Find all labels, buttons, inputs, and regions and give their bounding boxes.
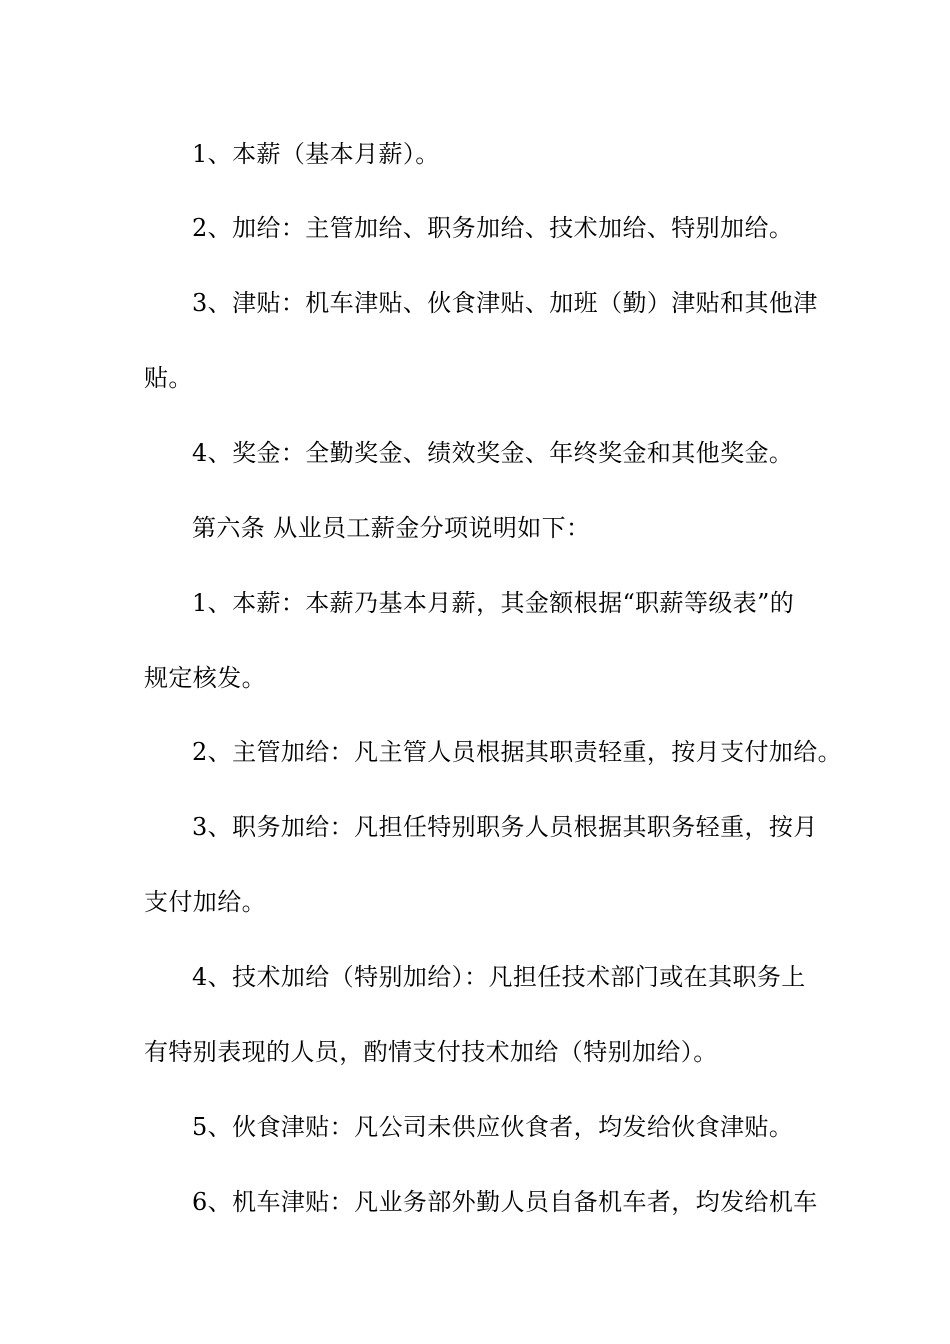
list-item: 3、职务加给：凡担任特别职务人员根据其职务轻重，按月 — [192, 813, 818, 841]
list-item: 1、本薪：本薪乃基本月薪，其金额根据“职薪等级表”的 — [192, 589, 795, 617]
section-heading: 第六条 从业员工薪金分项说明如下： — [192, 514, 591, 542]
list-item: 2、加给：主管加给、职务加给、技术加给、特别加给。 — [192, 214, 794, 242]
list-item: 3、津贴：机车津贴、伙食津贴、加班（勤）津贴和其他津 — [192, 289, 818, 317]
list-item: 1、本薪（基本月薪）。 — [192, 140, 440, 168]
list-item-continuation: 贴。 — [144, 364, 193, 392]
list-item-continuation: 有特别表现的人员，酌情支付技术加给（特别加给）。 — [144, 1038, 718, 1066]
list-item: 6、机车津贴：凡业务部外勤人员自备机车者，均发给机车 — [192, 1188, 818, 1216]
list-item-continuation: 支付加给。 — [144, 888, 266, 916]
list-item: 4、技术加给（特别加给）：凡担任技术部门或在其职务上 — [192, 963, 806, 991]
list-item: 2、主管加给：凡主管人员根据其职责轻重，按月支付加给。 — [192, 738, 843, 766]
list-item: 5、伙食津贴：凡公司未供应伙食者，均发给伙食津贴。 — [192, 1113, 794, 1141]
list-item-continuation: 规定核发。 — [144, 664, 266, 692]
list-item: 4、奖金：全勤奖金、绩效奖金、年终奖金和其他奖金。 — [192, 439, 794, 467]
